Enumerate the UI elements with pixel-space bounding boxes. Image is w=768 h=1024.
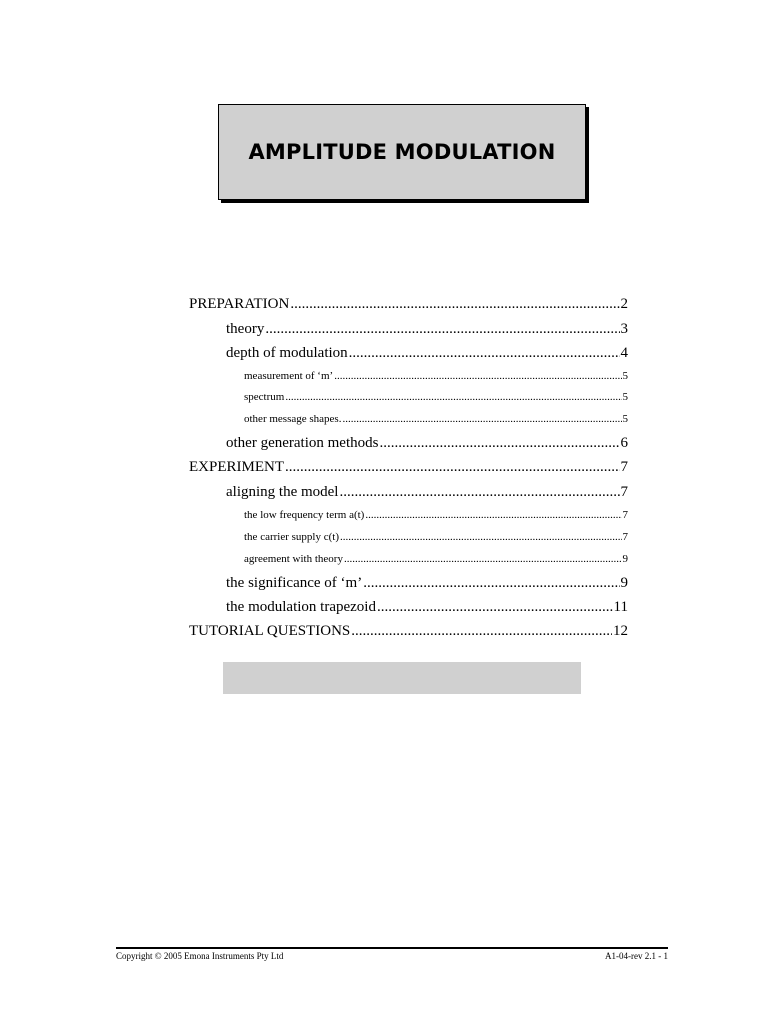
- toc-entry[interactable]: [189, 509, 628, 521]
- toc-entry-label: the low frequency term a(t): [244, 509, 365, 521]
- toc-leader-dots: [334, 370, 621, 382]
- document-title: AMPLITUDE MODULATION: [248, 140, 556, 164]
- toc-leader-dots: [342, 413, 621, 425]
- toc-entry-label: agreement with theory: [244, 553, 343, 565]
- toc-entry[interactable]: [189, 459, 628, 476]
- toc-entry[interactable]: [189, 553, 628, 565]
- toc-entry-page: 11: [613, 599, 628, 615]
- footer-divider: [116, 947, 668, 949]
- toc-entry[interactable]: [189, 531, 628, 543]
- toc-entry-page: 7: [620, 484, 628, 500]
- toc-entry[interactable]: [189, 370, 628, 382]
- toc-entry-label: PREPARATION: [189, 296, 290, 312]
- toc-entry-label: theory: [226, 321, 265, 337]
- toc-entry-label: other generation methods: [226, 435, 379, 451]
- toc-entry-label: the modulation trapezoid: [226, 599, 376, 615]
- toc-entry-label: the significance of ‘m’: [226, 575, 363, 591]
- footer-page-ref: A1-04-rev 2.1 - 1: [605, 951, 668, 961]
- toc-entry-label: other message shapes.: [244, 413, 342, 425]
- toc-leader-dots: [339, 484, 619, 501]
- toc-entry[interactable]: [189, 599, 628, 616]
- toc-entry-page: 7: [622, 509, 628, 521]
- toc-entry[interactable]: [189, 623, 628, 640]
- toc-entry[interactable]: [189, 435, 628, 452]
- toc-leader-dots: [365, 509, 621, 521]
- toc-entry-page: 6: [620, 435, 628, 451]
- toc-entry[interactable]: [189, 345, 628, 362]
- toc-entry-page: 7: [622, 531, 628, 543]
- toc-leader-dots: [285, 459, 620, 476]
- title-box: [218, 104, 586, 200]
- toc-leader-dots: [344, 553, 622, 565]
- toc-entry-label: EXPERIMENT: [189, 459, 284, 475]
- toc-leader-dots: [349, 345, 620, 362]
- toc-entry-label: spectrum: [244, 391, 285, 403]
- toc-entry-page: 5: [622, 413, 628, 425]
- toc-entry-page: 3: [620, 321, 628, 337]
- toc-entry-label: aligning the model: [226, 484, 339, 500]
- toc-entry-page: 9: [620, 575, 628, 591]
- toc-entry-page: 7: [620, 459, 628, 475]
- grey-bar: [223, 662, 581, 694]
- toc-entry-page: 4: [620, 345, 628, 361]
- toc-entry-label: depth of modulation: [226, 345, 348, 361]
- toc-entry[interactable]: [189, 413, 628, 425]
- toc-leader-dots: [351, 623, 612, 640]
- toc-entry[interactable]: [189, 575, 628, 592]
- toc-entry-page: 12: [613, 623, 628, 639]
- toc-entry[interactable]: [189, 484, 628, 501]
- toc-entry[interactable]: [189, 391, 628, 403]
- toc-entry-label: measurement of ‘m’: [244, 370, 334, 382]
- footer-copyright: Copyright © 2005 Emona Instruments Pty Ltd: [116, 951, 284, 961]
- toc-entry-label: the carrier supply c(t): [244, 531, 339, 543]
- toc-leader-dots: [285, 391, 621, 403]
- toc-entry-page: 5: [622, 370, 628, 382]
- toc-leader-dots: [340, 531, 622, 543]
- toc-leader-dots: [377, 599, 613, 616]
- toc-entry-page: 9: [622, 553, 628, 565]
- toc-entry[interactable]: [189, 296, 628, 313]
- toc-entry-page: 2: [620, 296, 628, 312]
- toc-leader-dots: [379, 435, 619, 452]
- toc-entry-label: TUTORIAL QUESTIONS: [189, 623, 351, 639]
- toc-entry-page: 5: [622, 391, 628, 403]
- toc-entry[interactable]: [189, 321, 628, 338]
- toc-leader-dots: [363, 575, 619, 592]
- toc-leader-dots: [265, 321, 619, 338]
- toc-leader-dots: [290, 296, 619, 313]
